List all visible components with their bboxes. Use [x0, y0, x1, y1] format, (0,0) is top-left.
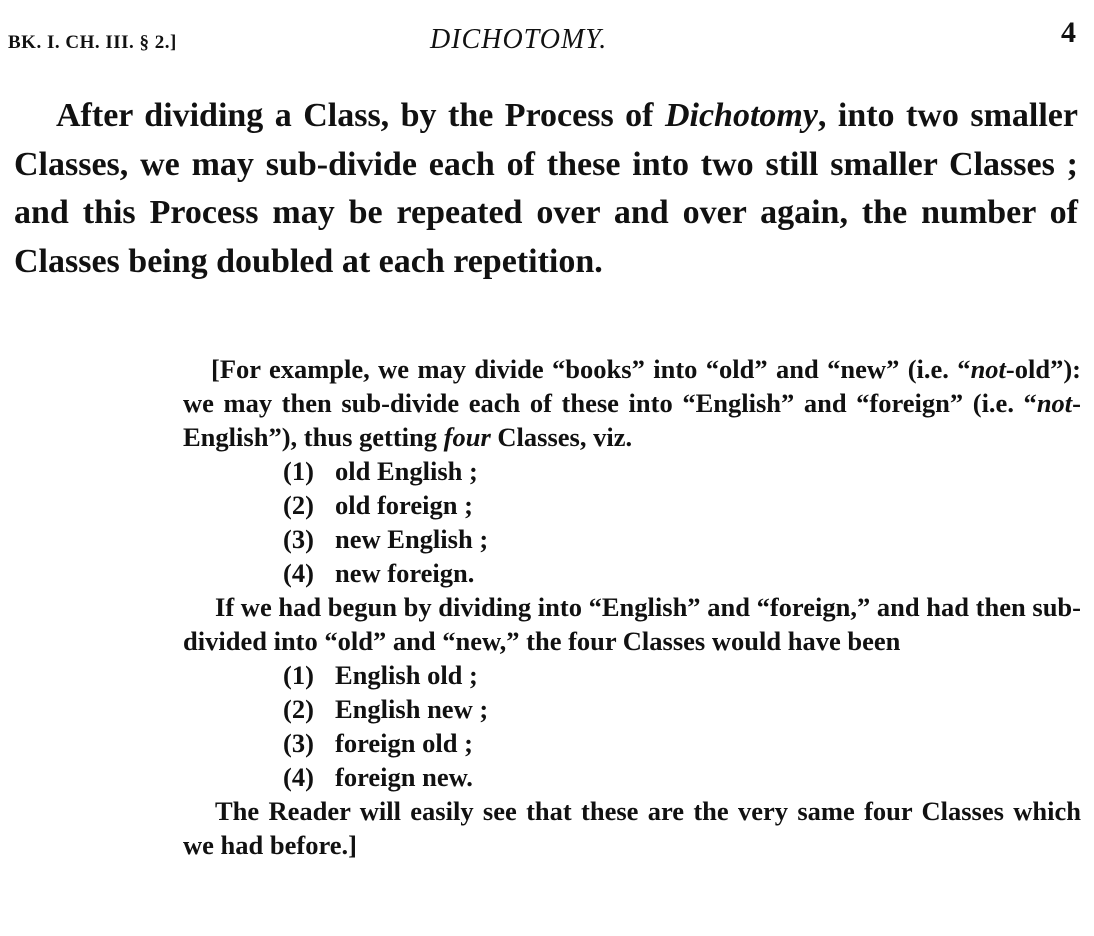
list-number: (3): [283, 728, 314, 758]
second-class-list: [183, 658, 1081, 794]
list-text: English new ;: [335, 694, 489, 724]
page-number: 4: [1061, 16, 1076, 49]
list-item: [183, 692, 1081, 726]
example-closing: The Reader will easily see that these are the very same four Classes which we had before.]: [183, 796, 1081, 860]
list-text: old foreign ;: [335, 490, 473, 520]
list-number: (1): [283, 456, 314, 486]
list-item: [183, 760, 1081, 794]
list-text: new foreign.: [335, 558, 475, 588]
example-middle: If we had begun by dividing into “English” and “foreign,” and had then sub-divided into “old” and “new,” the four Classes would have been: [183, 592, 1081, 656]
list-text: foreign new.: [335, 762, 473, 792]
page-title: DICHOTOMY.: [430, 24, 608, 55]
list-number: (3): [283, 524, 314, 554]
list-item: [183, 454, 1081, 488]
list-number: (4): [283, 558, 314, 588]
example-intro-part-4: Classes, viz.: [490, 422, 633, 452]
example-intro-part-3: -English”), thus getting: [183, 388, 1081, 452]
example-intro-part-2: -old”): we may then sub-divide each of these into “English” and “foreign” (i.e. “: [183, 354, 1081, 418]
not-emphasis-1: not: [970, 354, 1006, 384]
first-class-list: [183, 454, 1081, 590]
example-intro: [183, 352, 1081, 454]
list-text: old English ;: [335, 456, 478, 486]
page-header: [0, 10, 1094, 55]
running-head: BK. I. CH. III. § 2.]: [8, 32, 177, 53]
list-item: [183, 658, 1081, 692]
not-emphasis-2: not: [1036, 388, 1073, 418]
four-emphasis: four: [443, 422, 491, 452]
list-text: English old ;: [335, 660, 478, 690]
main-paragraph: [14, 92, 1078, 286]
main-text-part-1: After dividing a Class, by the Process of: [56, 97, 665, 134]
list-number: (4): [283, 762, 314, 792]
list-number: (1): [283, 660, 314, 690]
list-item: [183, 488, 1081, 522]
list-item: [183, 726, 1081, 760]
list-number: (2): [283, 694, 314, 724]
list-text: foreign old ;: [335, 728, 473, 758]
dichotomy-term: Dichotomy: [664, 97, 818, 134]
example-intro-part-1: [For example, we may divide “books” into “old” and “new” (i.e. “: [211, 354, 971, 384]
list-item: [183, 522, 1081, 556]
list-number: (2): [283, 490, 314, 520]
list-item: [183, 556, 1081, 590]
list-text: new English ;: [335, 524, 489, 554]
example-block: [183, 352, 1081, 862]
main-text-part-2: , into two smaller Classes, we may sub-divide each of these into two still smaller Classes ; and this Process may be repeated over and over again, the number of Classes being doubled at each repetition.: [14, 97, 1078, 280]
